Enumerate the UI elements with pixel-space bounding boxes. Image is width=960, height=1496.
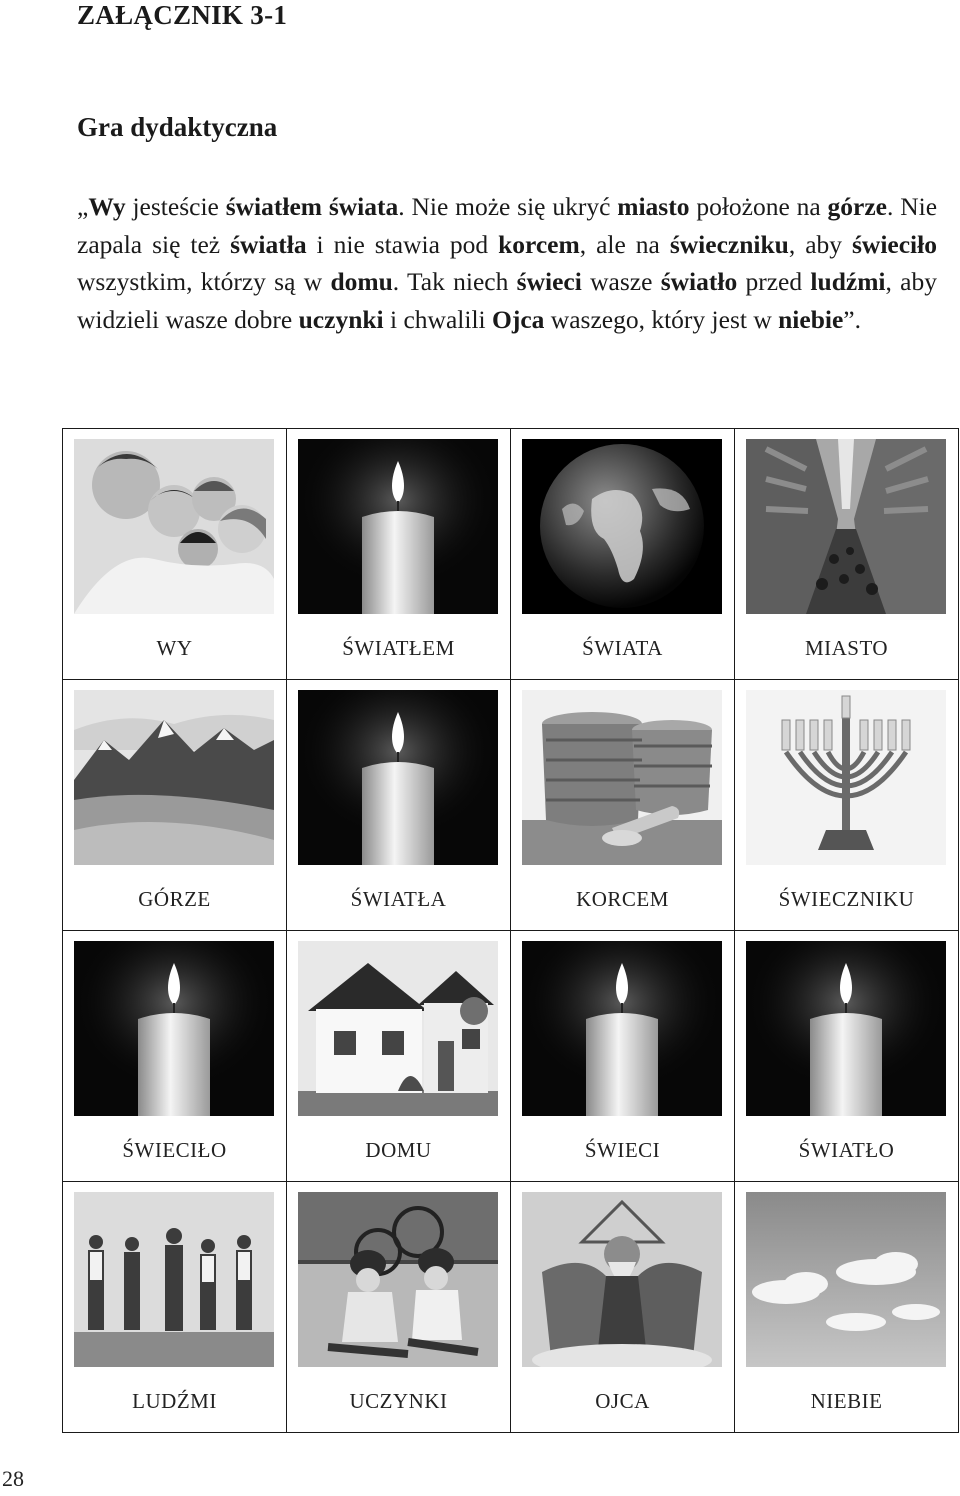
passage-keyword: korcem (498, 229, 580, 259)
picture-card (511, 680, 735, 931)
card-label: OJCA (595, 1389, 650, 1413)
grid-row (63, 429, 959, 680)
god-the-father-fresco-photo (522, 1192, 722, 1367)
passage-text: przed (737, 267, 811, 296)
candle-photo (746, 941, 946, 1116)
card-label: KORCEM (576, 887, 669, 911)
card-label: WY (156, 636, 193, 660)
passage-keyword: miasto (617, 192, 690, 221)
picture-card (287, 931, 511, 1182)
card-label: ŚWIECI (584, 1138, 661, 1162)
passage-text: wszystkim, którzy są w (77, 267, 331, 296)
city-street-photo (746, 439, 946, 614)
picture-card (511, 1182, 735, 1433)
picture-card (735, 931, 959, 1182)
picture-card (511, 931, 735, 1182)
candle-photo (522, 941, 722, 1116)
grid-row (63, 1182, 959, 1433)
passage-keyword: światłem (225, 192, 322, 221)
picture-card (63, 429, 287, 680)
candle-photo (298, 439, 498, 614)
passage-keyword: domu (330, 267, 393, 296)
picture-card (735, 1182, 959, 1433)
passage-keyword: ludźmi (810, 267, 886, 296)
passage-text: , aby (788, 229, 852, 259)
passage-text (322, 192, 329, 221)
card-label: ŚWIATŁEM (342, 636, 455, 660)
card-label: GÓRZE (138, 887, 211, 911)
passage-text: ”. (843, 304, 861, 334)
picture-card (63, 931, 287, 1182)
card-label: ŚWIECIŁO (122, 1138, 227, 1162)
candle-photo (74, 941, 274, 1116)
passage-keyword: świeciło (852, 229, 937, 259)
cloudy-sky-photo (746, 1192, 946, 1367)
candle-photo (298, 690, 498, 865)
picture-card (63, 1182, 287, 1433)
picture-card (735, 680, 959, 931)
picture-card (287, 680, 511, 931)
house-photo (298, 941, 498, 1116)
passage-keyword: uczynki (298, 304, 384, 334)
passage-text: , aby widzieli wasze dobre (77, 267, 937, 334)
appendix-title: ZAŁĄCZNIK 3-1 (77, 0, 288, 30)
card-label: MIASTO (804, 636, 889, 660)
passage-keyword: światła (230, 229, 307, 259)
page-number: 28 (2, 1466, 24, 1491)
passage-text: i nie stawia pod (306, 229, 499, 259)
passage-text: . Nie może się ukryć (398, 192, 618, 221)
earth-globe-photo (522, 439, 722, 614)
wicker-baskets-photo (522, 690, 722, 865)
passage-keyword: niebie (778, 304, 844, 334)
mountains-photo (74, 690, 274, 865)
passage-text: wasze (581, 267, 661, 296)
passage-keyword: świeczniku (669, 229, 789, 259)
passage-text: położone na (689, 192, 828, 221)
passage-text: waszego, który jest w (544, 304, 779, 334)
card-label: ŚWIECZNIKU (778, 887, 915, 911)
passage-text: „ (77, 192, 89, 221)
card-label: ŚWIATA (582, 636, 663, 660)
picture-card (735, 429, 959, 680)
picture-card (63, 680, 287, 931)
group-of-people-photo (74, 1192, 274, 1367)
picture-card (287, 429, 511, 680)
card-label: ŚWIATŁO (798, 1138, 895, 1162)
picture-card (287, 1182, 511, 1433)
passage-text: i chwalili (383, 304, 493, 334)
passage-keyword: Ojca (492, 304, 545, 334)
card-label: NIEBIE (810, 1389, 883, 1413)
game-title: Gra dydaktyczna (77, 112, 278, 142)
passage-keyword: Wy (88, 192, 126, 221)
children-helping-photo (298, 1192, 498, 1367)
grid-row (63, 931, 959, 1182)
grid-row (63, 680, 959, 931)
card-label: ŚWIATŁA (350, 887, 447, 911)
passage-keyword: świata (328, 192, 399, 221)
passage-text: jesteście (125, 192, 226, 221)
passage-text: . Nie zapala się też (77, 192, 938, 259)
card-label: LUDŹMI (132, 1389, 217, 1413)
passage-text: , ale na (579, 229, 670, 259)
passage-keyword: światło (660, 267, 738, 296)
menorah-photo (746, 690, 946, 865)
passage-text: . Tak niech (392, 267, 517, 296)
card-label: UCZYNKI (349, 1389, 448, 1413)
picture-word-grid (62, 428, 959, 1433)
passage-keyword: świeci (516, 267, 582, 296)
card-label: DOMU (365, 1138, 432, 1162)
scripture-passage (77, 188, 937, 338)
smiling-children-photo (74, 439, 274, 614)
picture-card (511, 429, 735, 680)
passage-keyword: górze (827, 192, 887, 221)
